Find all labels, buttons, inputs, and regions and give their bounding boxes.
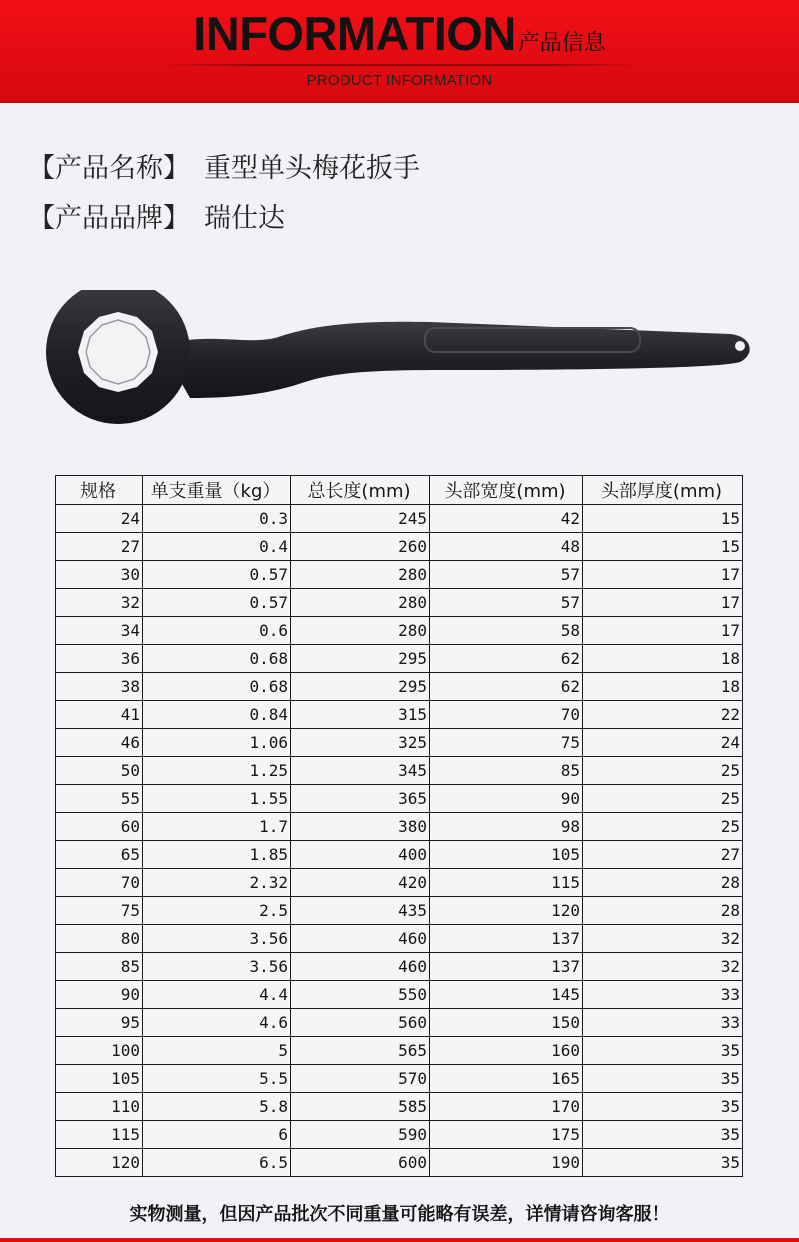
product-name-label: 【产品名称】 [28,153,190,184]
table-row [56,841,743,869]
banner-title-en: INFORMATION [193,7,516,60]
cell-head-thickness: 33 [583,981,743,1009]
cell-length: 570 [291,1065,430,1093]
cell-length: 325 [291,729,430,757]
table-row [56,1009,743,1037]
cell-size: 80 [56,925,143,953]
table-row [56,813,743,841]
cell-length: 315 [291,701,430,729]
cell-length: 550 [291,981,430,1009]
cell-weight: 0.3 [143,505,291,533]
cell-head-thickness: 22 [583,701,743,729]
cell-head-width: 137 [430,953,583,981]
cell-head-thickness: 17 [583,617,743,645]
product-brand-row [28,196,285,235]
cell-size: 36 [56,645,143,673]
cell-length: 585 [291,1093,430,1121]
cell-weight: 4.6 [143,1009,291,1037]
cell-head-thickness: 15 [583,533,743,561]
cell-length: 560 [291,1009,430,1037]
table-row [56,1093,743,1121]
cell-weight: 1.06 [143,729,291,757]
cell-head-width: 70 [430,701,583,729]
cell-weight: 6.5 [143,1149,291,1177]
banner-title [0,6,799,71]
cell-head-width: 57 [430,589,583,617]
cell-head-width: 137 [430,925,583,953]
table-row [56,617,743,645]
cell-head-width: 150 [430,1009,583,1037]
cell-length: 280 [291,589,430,617]
header-head-width: 头部宽度(mm) [430,476,583,505]
header-weight: 单支重量（kg） [143,476,291,505]
cell-head-thickness: 33 [583,1009,743,1037]
cell-head-width: 85 [430,757,583,785]
cell-length: 345 [291,757,430,785]
cell-head-width: 145 [430,981,583,1009]
cell-weight: 0.57 [143,589,291,617]
banner-divider [158,64,642,66]
cell-head-thickness: 32 [583,925,743,953]
cell-head-thickness: 24 [583,729,743,757]
cell-weight: 2.32 [143,869,291,897]
cell-head-width: 165 [430,1065,583,1093]
cell-head-thickness: 17 [583,561,743,589]
table-row [56,953,743,981]
table-row [56,729,743,757]
cell-head-thickness: 32 [583,953,743,981]
cell-weight: 5 [143,1037,291,1065]
cell-size: 55 [56,785,143,813]
cell-head-width: 120 [430,897,583,925]
cell-length: 295 [291,673,430,701]
cell-size: 50 [56,757,143,785]
cell-size: 34 [56,617,143,645]
table-row [56,785,743,813]
cell-length: 435 [291,897,430,925]
cell-length: 420 [291,869,430,897]
table-row [56,561,743,589]
cell-head-width: 190 [430,1149,583,1177]
cell-size: 90 [56,981,143,1009]
cell-size: 70 [56,869,143,897]
cell-length: 590 [291,1121,430,1149]
cell-length: 365 [291,785,430,813]
cell-head-width: 170 [430,1093,583,1121]
table-row [56,981,743,1009]
table-row [56,869,743,897]
cell-head-thickness: 28 [583,897,743,925]
cell-size: 41 [56,701,143,729]
cell-head-thickness: 35 [583,1121,743,1149]
table-row [56,533,743,561]
wrench-image [40,290,760,430]
cell-weight: 0.4 [143,533,291,561]
table-row [56,701,743,729]
cell-size: 95 [56,1009,143,1037]
cell-head-width: 115 [430,869,583,897]
cell-weight: 0.68 [143,645,291,673]
table-row [56,673,743,701]
cell-length: 280 [291,617,430,645]
header-size: 规格 [56,476,143,505]
cell-size: 60 [56,813,143,841]
cell-length: 565 [291,1037,430,1065]
cell-weight: 0.68 [143,673,291,701]
cell-length: 260 [291,533,430,561]
cell-head-thickness: 25 [583,785,743,813]
cell-weight: 3.56 [143,953,291,981]
cell-weight: 6 [143,1121,291,1149]
cell-weight: 5.5 [143,1065,291,1093]
cell-weight: 1.55 [143,785,291,813]
table-row [56,1037,743,1065]
cell-weight: 3.56 [143,925,291,953]
cell-head-width: 62 [430,673,583,701]
cell-size: 27 [56,533,143,561]
cell-head-width: 42 [430,505,583,533]
cell-length: 460 [291,925,430,953]
cell-weight: 2.5 [143,897,291,925]
cell-head-thickness: 17 [583,589,743,617]
product-name-value: 重型单头梅花扳手 [204,153,420,184]
table-row [56,589,743,617]
banner-title-cn: 产品信息 [517,30,606,55]
cell-head-width: 160 [430,1037,583,1065]
cell-weight: 0.6 [143,617,291,645]
cell-weight: 5.8 [143,1093,291,1121]
cell-size: 32 [56,589,143,617]
table-row [56,1121,743,1149]
cell-size: 65 [56,841,143,869]
cell-size: 85 [56,953,143,981]
cell-head-thickness: 28 [583,869,743,897]
cell-head-thickness: 35 [583,1065,743,1093]
cell-head-width: 58 [430,617,583,645]
cell-length: 400 [291,841,430,869]
cell-weight: 0.57 [143,561,291,589]
spec-table-header [56,476,743,505]
cell-head-width: 105 [430,841,583,869]
cell-head-thickness: 35 [583,1037,743,1065]
header-head-thickness: 头部厚度(mm) [583,476,743,505]
product-brand-value: 瑞仕达 [204,203,285,234]
cell-head-thickness: 25 [583,757,743,785]
table-row [56,757,743,785]
bottom-bar [0,1238,799,1242]
cell-length: 460 [291,953,430,981]
cell-head-thickness: 27 [583,841,743,869]
table-row [56,897,743,925]
cell-size: 100 [56,1037,143,1065]
cell-size: 110 [56,1093,143,1121]
table-row [56,1149,743,1177]
header-banner [0,0,799,103]
cell-head-width: 48 [430,533,583,561]
cell-size: 115 [56,1121,143,1149]
cell-head-width: 175 [430,1121,583,1149]
product-name-row [28,146,420,185]
cell-weight: 1.85 [143,841,291,869]
table-row [56,925,743,953]
cell-head-width: 57 [430,561,583,589]
banner-subtitle: PRODUCT INFORMATION [306,72,493,89]
product-brand-label: 【产品品牌】 [28,203,190,234]
cell-length: 600 [291,1149,430,1177]
cell-weight: 1.7 [143,813,291,841]
table-row [56,1065,743,1093]
cell-size: 38 [56,673,143,701]
table-row [56,645,743,673]
cell-head-width: 90 [430,785,583,813]
cell-length: 295 [291,645,430,673]
cell-weight: 1.25 [143,757,291,785]
cell-weight: 4.4 [143,981,291,1009]
measurement-note: 实物测量，但因产品批次不同重量可能略有误差，详情请咨询客服！ [129,1204,670,1225]
cell-head-thickness: 35 [583,1093,743,1121]
cell-head-width: 62 [430,645,583,673]
cell-length: 280 [291,561,430,589]
cell-weight: 0.84 [143,701,291,729]
cell-head-thickness: 18 [583,645,743,673]
cell-size: 46 [56,729,143,757]
cell-size: 120 [56,1149,143,1177]
cell-head-width: 98 [430,813,583,841]
table-row [56,505,743,533]
spec-table [55,475,743,1177]
cell-size: 24 [56,505,143,533]
cell-length: 380 [291,813,430,841]
header-length: 总长度(mm) [291,476,430,505]
cell-size: 30 [56,561,143,589]
cell-head-width: 75 [430,729,583,757]
cell-head-thickness: 15 [583,505,743,533]
cell-length: 245 [291,505,430,533]
cell-head-thickness: 18 [583,673,743,701]
cell-size: 75 [56,897,143,925]
cell-head-thickness: 35 [583,1149,743,1177]
cell-size: 105 [56,1065,143,1093]
cell-head-thickness: 25 [583,813,743,841]
